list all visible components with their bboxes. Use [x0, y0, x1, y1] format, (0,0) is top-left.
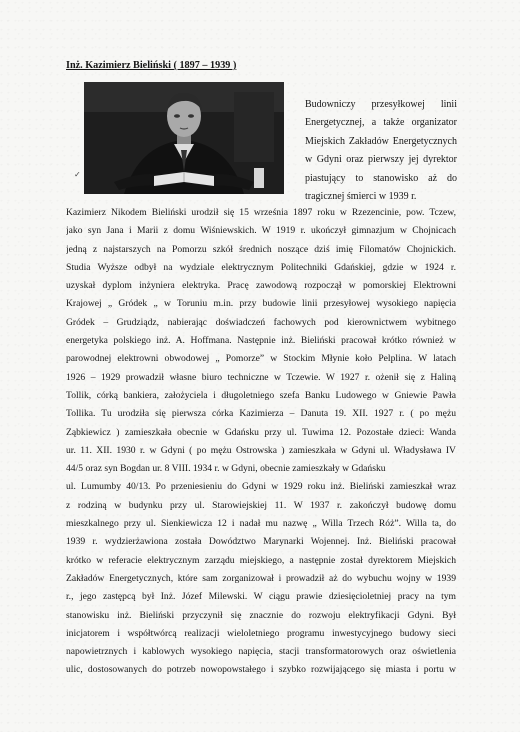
body-line: parowodnej elektrowni obwodowej „ Pomorze” w Stockim Młynie koło Pelplina. W latach: [66, 353, 456, 365]
body-line: Zakładów Energetycznych, które sam zorganizował i prowadził aż do wybuchu wojny w 1939: [66, 572, 456, 584]
body-line: Studia Wyższe odbył na wydziale elektrycznym Politechniki Gdańskiej, gdzie w 1924 r.: [66, 261, 456, 273]
body-line: stanowisku inż. Bieliński przyczynił się znacznie do rozwoju elektryfikacji Gdyni. Był: [66, 609, 456, 621]
body-line: Gródek – Grudziądz, nabierając doświadczeń fachowych pod kierownictwem wybitnego: [66, 316, 456, 328]
body-line: Kazimierz Nikodem Bieliński urodził się 15 września 1897 roku w Rzezencinie, pow. Tczew,: [66, 207, 456, 218]
body-line: krótko w referacie elektrycznym zarządu miejskiego, a następnie został dyrektorem Miejskich: [66, 554, 456, 566]
document-title: Inż. Kazimierz Bieliński ( 1897 – 1939 ): [66, 60, 237, 71]
caption-line: Budowniczy przesyłkowej linii: [305, 99, 457, 110]
caption-line: Energetycznej, a także organizator: [305, 117, 457, 129]
body-line: ur. 11. XII. 1930 r. w Gdyni ( po mężu Ostrowska ) zamieszkała w Gdyni ul. Władysława IV: [66, 444, 456, 456]
body-line: r., jego zastępcą był Inż. Józef Milewski. W ciągu prawie dziesięcioletniej pracy na tym: [66, 591, 456, 603]
body-line: Tollik, córką bankiera, założyciela i długoletniego szefa Banku Ludowego w Gniewie Pawła: [66, 389, 456, 401]
caption-line: piastujący to stanowisko aż do: [305, 172, 457, 184]
body-line: jako syn Jana i Marii z domu Wiśniewskich. W 1919 r. ukończył gimnazjum w Chojnicach: [66, 225, 456, 237]
body-line: napowietrznych i kablowych wysokiego napięcia, stacji transformatorowych oraz oświetlenia: [66, 646, 456, 658]
body-line: 1926 – 1929 prowadził własne biuro techniczne w Tczewie. W 1927 r. ożenił się z Haliną: [66, 371, 456, 383]
body-line: z rodziną w budynku przy ul. Starowiejskiej 11. W 1937 r. zakończył budowę domu: [66, 499, 456, 511]
body-line: ulic, dostosowanych do potrzeb nowopowstałego i szybko rozwijającego się miasta i portu w: [66, 664, 456, 676]
body-line: inicjatorem i współtwórcą realizacji wieloletniego programu inwestycyjnego budowy sieci: [66, 627, 456, 639]
body-line: mieszkalnego przy ul. Sienkiewicza 12 i nadał mu nazwę „ Willa Trzech Róż”. Willa ta, do: [66, 518, 456, 530]
photo-caption: [305, 96, 457, 206]
body-line: ul. Lumumby 40/13. Po przeniesieniu do Gdyni w 1929 roku inż. Bieliński zamieszkał wraz: [66, 481, 456, 493]
body-line: 1939 r. wydzierżawiona została Dowództwo Marynarki Wojennej. Inż. Bieliński pracował: [66, 536, 456, 548]
body-line: Tollika. Tu urodziła się pierwsza córka Kazimierza – Danuta 19. XII. 1927 r. ( po mężu: [66, 408, 456, 420]
caption-line: w Gdyni oraz pierwszy jej dyrektor: [305, 154, 457, 166]
caption-line: Miejskich Zakładów Energetycznych: [305, 135, 457, 147]
pencil-mark-icon: ✓: [74, 170, 81, 179]
body-text: [66, 204, 456, 680]
body-line: energetyka polskiego inż. A. Hoffmana. Następnie inż. Bieliński pracował krótko również w: [66, 335, 456, 347]
caption-line: tragicznej śmierci w 1939 r.: [305, 190, 417, 202]
body-line: 44/5 oraz syn Bogdan ur. 8 VIII. 1934 r. w Gdyni, obecnie zamieszkały w Gdańsku: [66, 463, 386, 475]
portrait-photo-icon: [84, 82, 284, 194]
body-line: Ząbkiewicz ) zamieszkała obecnie w Gdańsku przy ul. Tuwima 12. Pozostałe dzieci: Wanda: [66, 426, 456, 438]
body-line: Krajowej „ Gródek „ w Toruniu m.in. przy budowie linii przesyłowej wysokiego napięcia: [66, 298, 456, 310]
portrait-photo: [84, 82, 284, 194]
body-line: uzyskał dyplom inżyniera elektryka. Pracę zawodową rozpoczął w pomorskiej Elektrowni: [66, 280, 456, 292]
body-line: jedną z najstarszych na Pomorzu szkół średnich noszące dziś imię Filomatów Chojnickich.: [66, 243, 456, 255]
